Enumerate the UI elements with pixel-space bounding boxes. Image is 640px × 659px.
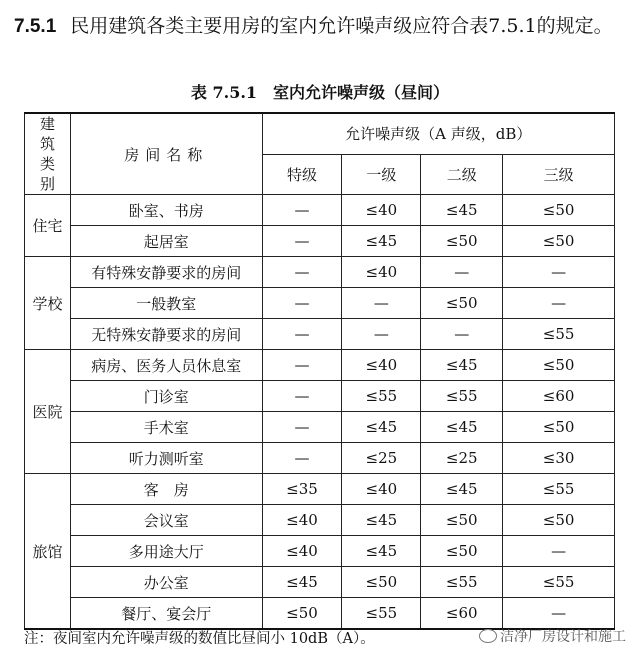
noise-value-cell: — [342,319,421,350]
room-name-cell: 手术室 [70,412,262,443]
room-name-cell: 门诊室 [70,381,262,412]
room-name-cell: 多用途大厅 [70,536,262,567]
noise-value-cell: ≤45 [342,505,421,536]
table-row [25,598,615,630]
noise-value-cell: ≤55 [421,567,503,598]
table-row [25,443,615,474]
noise-value-cell: — [262,443,342,474]
noise-value-cell: ≤50 [421,288,503,319]
table-row [25,226,615,257]
header-grade: 二级 [421,154,503,194]
noise-value-cell: ≤55 [503,567,615,598]
table-caption [0,80,640,103]
table-row [25,257,615,288]
room-name-cell: 无特殊安静要求的房间 [70,319,262,350]
noise-value-cell: ≤50 [503,195,615,226]
noise-value-cell: ≤45 [262,567,342,598]
table-body [25,195,615,630]
clause-paragraph [14,10,626,43]
noise-value-cell: ≤45 [421,412,503,443]
noise-value-cell: ≤45 [421,350,503,381]
header-building-type: 建筑类别 [25,113,71,195]
noise-value-cell: ≤25 [421,443,503,474]
noise-value-cell: ≤60 [421,598,503,630]
noise-value-cell: — [421,257,503,288]
table-row [25,536,615,567]
room-name-cell: 起居室 [70,226,262,257]
noise-value-cell: — [262,319,342,350]
noise-value-cell: — [503,536,615,567]
room-name-cell: 一般教室 [70,288,262,319]
noise-value-cell: ≤45 [342,412,421,443]
noise-value-cell: ≤50 [503,350,615,381]
header-allowed-level: 允许噪声级（A 声级，dB） [262,113,614,154]
clause-text: 民用建筑各类主要用房的室内允许噪声级应符合表7.5.1的规定。 [70,15,613,37]
noise-value-cell: ≤50 [262,598,342,630]
noise-value-cell: ≤40 [342,257,421,288]
noise-value-cell: ≤45 [421,474,503,505]
noise-value-cell: ≤45 [342,226,421,257]
watermark-text: 洁净厂房设计和施工 [500,628,626,644]
building-type-cell: 学校 [25,257,71,350]
table-row [25,567,615,598]
building-type-cell: 医院 [25,350,71,474]
table-title: 室内允许噪声级（昼间） [273,83,450,102]
header-grade: 一级 [342,154,421,194]
table-row [25,195,615,226]
noise-value-cell: — [262,350,342,381]
noise-value-cell: — [503,257,615,288]
noise-value-cell: ≤55 [342,381,421,412]
table-row [25,412,615,443]
noise-value-cell: ≤40 [342,195,421,226]
noise-value-cell: ≤45 [342,536,421,567]
noise-value-cell: ≤60 [503,381,615,412]
noise-value-cell: ≤55 [503,319,615,350]
noise-value-cell: — [262,257,342,288]
room-name-cell: 听力测听室 [70,443,262,474]
noise-value-cell: ≤40 [342,350,421,381]
room-name-cell: 餐厅、宴会厅 [70,598,262,630]
noise-value-cell: ≤55 [503,474,615,505]
room-name-cell: 卧室、书房 [70,195,262,226]
clause-number: 7.5.1 [14,16,57,37]
noise-value-cell: — [262,381,342,412]
noise-value-cell: ≤50 [503,412,615,443]
noise-value-cell: ≤40 [262,505,342,536]
noise-value-cell: ≤45 [421,195,503,226]
noise-value-cell: ≤50 [421,505,503,536]
noise-value-cell: ≤50 [421,536,503,567]
noise-value-cell: — [503,288,615,319]
header-grade: 特级 [262,154,342,194]
table-row [25,319,615,350]
noise-value-cell: ≤55 [421,381,503,412]
noise-value-cell: — [262,226,342,257]
noise-value-cell: — [262,288,342,319]
noise-level-table [24,112,615,630]
noise-value-cell: ≤50 [503,505,615,536]
room-name-cell: 办公室 [70,567,262,598]
room-name-cell: 病房、医务人员休息室 [70,350,262,381]
room-name-cell: 有特殊安静要求的房间 [70,257,262,288]
table-row [25,350,615,381]
noise-value-cell: ≤50 [503,226,615,257]
header-grade: 三级 [503,154,615,194]
table-row [25,474,615,505]
wechat-logo-icon [479,629,497,643]
noise-value-cell: ≤30 [503,443,615,474]
header-room-name: 房间名称 [70,113,262,195]
table-number: 表 7.5.1 [190,83,258,102]
noise-value-cell: ≤35 [262,474,342,505]
noise-value-cell: — [342,288,421,319]
noise-value-cell: ≤55 [342,598,421,630]
noise-value-cell: — [421,319,503,350]
noise-value-cell: ≤40 [262,536,342,567]
noise-value-cell: ≤25 [342,443,421,474]
room-name-cell: 会议室 [70,505,262,536]
noise-value-cell: — [503,598,615,630]
table-row [25,505,615,536]
table-row [25,381,615,412]
noise-value-cell: ≤50 [342,567,421,598]
noise-value-cell: — [262,195,342,226]
noise-value-cell: ≤50 [421,226,503,257]
footnote: 注：夜间室内允许噪声级的数值比昼间小 10dB（A）。 [24,631,375,647]
building-type-cell: 住宅 [25,195,71,257]
noise-value-cell: — [262,412,342,443]
watermark [479,626,626,646]
building-type-cell: 旅馆 [25,474,71,630]
room-name-cell: 客 房 [70,474,262,505]
table-row [25,288,615,319]
noise-value-cell: ≤40 [342,474,421,505]
